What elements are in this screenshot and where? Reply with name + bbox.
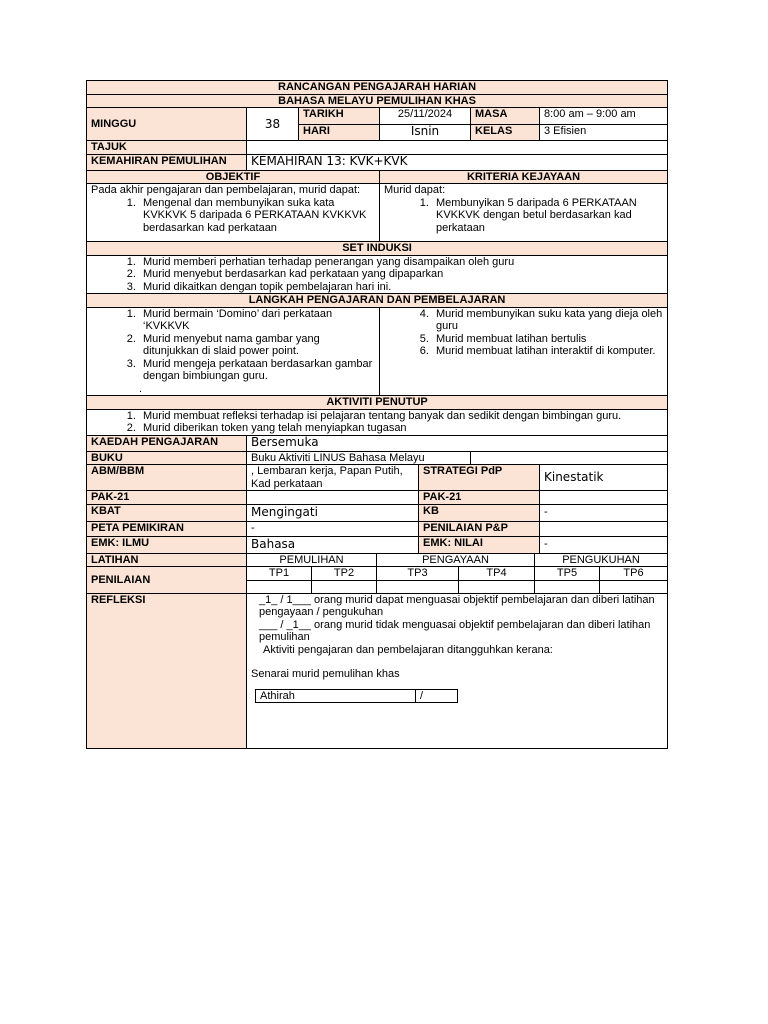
set-induksi-list [91,256,663,294]
abm-label: ABM/BBM [87,465,247,491]
pak21-label: PAK-21 [87,491,247,505]
latihan-label: LATIHAN [87,553,247,567]
pak21-label-2: PAK-21 [419,491,540,505]
buku-label: BUKU [87,451,247,465]
hari-value: Isnin [380,125,471,141]
latihan-pemulihan: PEMULIHAN [247,553,377,567]
penutup-item: 2. Murid diberikan token yang telah menyiapkan tugasan [139,422,663,435]
kriteria-intro: Murid dapat: [384,184,446,196]
tp-label: TP3 [377,567,459,581]
masa-value: 8:00 am – 9:00 am [540,108,668,125]
strategi-value: Kinestatik [540,465,668,491]
langkah-item: 3. Murid mengeja perkataan berdasarkan gambar dengan bimbiungan guru. [139,358,375,383]
objektif-item: 1. Mengenal dan membunyikan suka kata KVKKVK 5 daripada 6 PERKATAAN KVKKVK berdasarkan kad perkataan [139,197,375,235]
student-mark: / [416,689,458,702]
penutup-list [91,410,663,435]
kbat-value: Mengingati [247,504,419,521]
penilaian-pp-value [540,521,668,536]
kbat-label: KBAT [87,504,247,521]
langkah-item: 4. Murid membunyikan suku kata yang dieja oleh guru [432,308,663,333]
emk-ilmu-value: Bahasa [247,536,419,553]
langkah-left-list [91,308,375,383]
doc-title: RANCANGAN PENGAJARAH HARIAN [87,81,668,95]
tp-label: TP5 [535,567,600,581]
kb-value: - [540,504,668,521]
hari-label: HARI [299,125,380,141]
masa-label: MASA [471,108,540,125]
penutup-item: 1. Murid membuat refleksi terhadap isi pelajaran tentang banyak dan sedikit dengan bimbingan guru. [139,410,663,423]
detail-table [86,435,668,554]
emk-nilai-value: - [540,536,668,553]
langkah-trailing: . [139,382,143,395]
kemahiran-label: KEMAHIRAN PEMULIHAN [87,154,247,170]
penutup-heading: AKTIVITI PENUTUP [87,396,668,410]
refleksi-line-4: Senarai murid pemulihan khas [251,668,400,680]
set-induksi-item: 1. Murid memberi perhatian terhadap penerangan yang disampaikan oleh guru [139,256,663,269]
doc-subtitle: BAHASA MELAYU PEMULIHAN KHAS [87,94,668,108]
refleksi-box [247,593,668,748]
tp-cell [247,580,312,593]
kb-label: KB [419,504,540,521]
penilaian-label: PENILAIAN [87,567,247,594]
tajuk-value [247,141,668,155]
tarikh-value: 25/11/2024 [380,108,471,125]
penilaian-table [86,553,668,749]
refleksi-text-1: _1_ / 1___ orang murid dapat menguasai objektif pembelajaran dan diberi latihan pengayaan / pengukuhan [259,593,655,618]
langkah-item: 6. Murid membuat latihan interaktif di komputer. [432,345,663,358]
penutup-box [87,409,668,435]
objektif-box [87,184,380,242]
kemahiran-value: KEMAHIRAN 13: KVK+KVK [247,154,668,170]
kriteria-list [384,197,663,235]
langkah-item: 2. Murid menyebut nama gambar yang ditunjukkan di slaid power point. [139,333,375,358]
pak21-value-2 [540,491,668,505]
langkah-item: 1. Murid bermain ‘Domino’ dari perkataan ‘KVKKVK [139,308,375,333]
pak21-value [247,491,419,505]
tarikh-label: TARIKH [299,108,380,125]
kelas-label: KELAS [471,125,540,141]
peta-value: - [247,521,419,536]
langkah-item: 5. Murid membuat latihan bertulis [432,333,663,346]
tp-label: TP2 [312,567,377,581]
set-induksi-heading: SET INDUKSI [87,242,668,256]
langkah-heading: LANGKAH PENGAJARAN DAN PEMBELAJARAN [87,294,668,308]
refleksi-line-2 [251,619,663,644]
refleksi-text-2: ___ / _1__ orang murid tidak menguasai objektif pembelajaran dan diberi latihan pemulihan [259,618,651,643]
objektif-heading: OBJEKTIF [87,170,380,184]
tp-cell [535,580,600,593]
refleksi-line-1 [251,594,663,619]
abm-value: , Lembaran kerja, Papan Putih, Kad perkataan [247,465,419,491]
rph-document [86,80,667,749]
tp-cell [459,580,535,593]
langkah-left-box [87,307,380,396]
student-table [255,689,458,703]
peta-label: PETA PEMIKIRAN [87,521,247,536]
emk-nilai-label: EMK: NILAI [419,536,540,553]
objektif-list [91,197,375,235]
langkah-right-box [380,307,668,396]
tp-cell [377,580,459,593]
tp-cell [312,580,377,593]
penilaian-pp-label: PENILAIAN P&P [419,521,540,536]
emk-ilmu-label: EMK: ILMU [87,536,247,553]
student-name: Athirah [256,689,416,702]
set-induksi-item: 2. Murid menyebut berdasarkan kad perkataan yang dipaparkan [139,268,663,281]
set-induksi-item: 3. Murid dikaitkan dengan topik pembelajaran hari ini. [139,281,663,294]
minggu-value: 38 [247,108,299,141]
kelas-value: 3 Efisien [540,125,668,141]
latihan-pengayaan: PENGAYAAN [377,553,535,567]
kaedah-value: Bersemuka [247,435,668,451]
latihan-pengukuhan: PENGUKUHAN [535,553,668,567]
minggu-label: MINGGU [87,108,247,141]
refleksi-label: REFLEKSI [87,593,247,748]
tp-label: TP1 [247,567,312,581]
kriteria-box [380,184,668,242]
tp-label: TP4 [459,567,535,581]
objektif-intro: Pada akhir pengajaran dan pembelajaran, murid dapat: [91,184,361,196]
tp-label: TP6 [600,567,668,581]
langkah-right-list [384,308,663,358]
kaedah-label: KAEDAH PENGAJARAN [87,435,247,451]
set-induksi-box [87,255,668,294]
strategi-label: STRATEGI PdP [419,465,540,491]
tajuk-label: TAJUK [87,141,247,155]
kriteria-heading: KRITERIA KEJAYAAN [380,170,668,184]
tp-cell [600,580,668,593]
buku-extra [471,451,668,465]
rph-table [86,80,668,436]
buku-value: Buku Aktiviti LINUS Bahasa Melayu [247,451,471,465]
kriteria-item: 1. Membunyikan 5 daripada 6 PERKATAAN KVKKVK dengan betul berdasarkan kad perkataan [432,197,663,235]
refleksi-line-3: Aktiviti pengajaran dan pembelajaran ditangguhkan kerana: [263,643,553,656]
